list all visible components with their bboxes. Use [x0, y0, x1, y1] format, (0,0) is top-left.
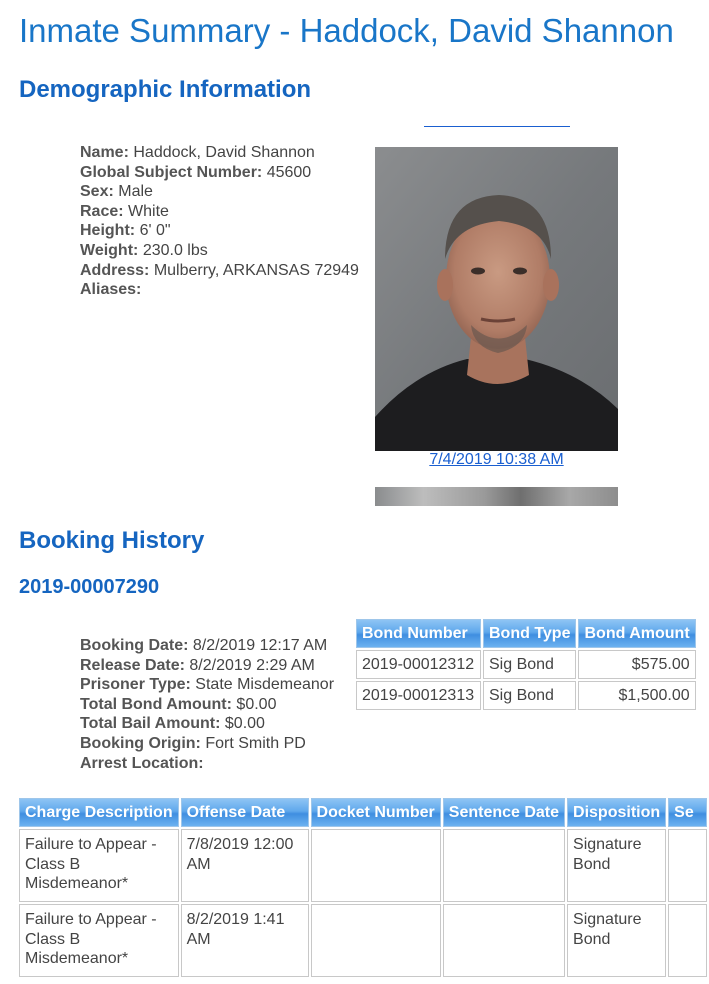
offense-date-cell: 8/2/2019 1:41 AM [181, 904, 309, 977]
sentence-date-header[interactable]: Sentence Date [443, 798, 565, 827]
field-total-bail-amount: Total Bail Amount: $0.00 [80, 715, 265, 733]
field-race: Race: White [80, 202, 169, 220]
bond-number-cell: 2019-00012313 [356, 681, 481, 710]
demographic-fields [80, 143, 359, 300]
bond-amount-cell: $575.00 [578, 650, 695, 679]
bond-amount-header[interactable]: Bond Amount [578, 619, 695, 648]
field-name: Name: Haddock, David Shannon [80, 144, 315, 161]
sentence-date-cell [443, 904, 565, 977]
docket-number-header[interactable]: Docket Number [311, 798, 441, 827]
disposition-cell: Signature Bond [567, 829, 666, 902]
table-row [19, 829, 707, 902]
bond-type-cell: Sig Bond [483, 650, 576, 679]
booking-history-heading: Booking History [19, 527, 205, 554]
field-arrest-location: Arrest Location: [80, 754, 204, 772]
field-release-date: Release Date: 8/2/2019 2:29 AM [80, 656, 315, 674]
charges-table [17, 796, 709, 979]
bond-amount-cell: $1,500.00 [578, 681, 695, 710]
field-booking-origin: Booking Origin: Fort Smith PD [80, 734, 306, 752]
photo-date-link[interactable]: 7/4/2019 10:38 AM [429, 451, 564, 468]
field-global-subject-number: Global Subject Number: 45600 [80, 163, 312, 181]
field-weight: Weight: 230.0 lbs [80, 241, 208, 259]
table-row [19, 904, 707, 977]
field-sex: Sex: Male [80, 183, 153, 201]
booking-number-heading: 2019-00007290 [19, 576, 160, 598]
charges-header-row [19, 798, 707, 827]
bond-number-cell: 2019-00012312 [356, 650, 481, 679]
field-prisoner-type: Prisoner Type: State Misdemeanor [80, 676, 335, 694]
field-booking-date: Booking Date: 8/2/2019 12:17 AM [80, 637, 328, 654]
sentence-cell [668, 829, 707, 902]
field-aliases: Aliases: [80, 281, 142, 299]
photo-tab-link[interactable] [424, 126, 570, 127]
disposition-cell: Signature Bond [567, 904, 666, 977]
bond-type-header[interactable]: Bond Type [483, 619, 576, 648]
booking-fields [80, 636, 334, 773]
disposition-header[interactable]: Disposition [567, 798, 666, 827]
field-address: Address: Mulberry, ARKANSAS 72949 [80, 261, 359, 279]
offense-date-cell: 7/8/2019 12:00 AM [181, 829, 309, 902]
charge-description-cell: Failure to Appear - Class B Misdemeanor* [19, 829, 179, 902]
sentence-cell [668, 904, 707, 977]
photo-thumbnail-strip[interactable] [375, 487, 618, 506]
docket-number-cell [311, 904, 441, 977]
bond-number-header[interactable]: Bond Number [356, 619, 481, 648]
table-row [356, 681, 696, 710]
sentence-date-cell [443, 829, 565, 902]
field-total-bond-amount: Total Bond Amount: $0.00 [80, 695, 277, 713]
demographic-heading: Demographic Information [19, 76, 312, 103]
table-row [356, 650, 696, 679]
mugshot-photo[interactable] [375, 147, 618, 451]
charge-description-header[interactable]: Charge Description [19, 798, 179, 827]
field-height: Height: 6' 0" [80, 222, 171, 240]
bond-type-cell: Sig Bond [483, 681, 576, 710]
page-title: Inmate Summary - Haddock, David Shannon [19, 12, 674, 49]
sentence-header[interactable]: Se [668, 798, 707, 827]
offense-date-header[interactable]: Offense Date [181, 798, 309, 827]
charge-description-cell: Failure to Appear - Class B Misdemeanor* [19, 904, 179, 977]
bond-header-row [356, 619, 696, 648]
docket-number-cell [311, 829, 441, 902]
bond-table [354, 617, 698, 712]
